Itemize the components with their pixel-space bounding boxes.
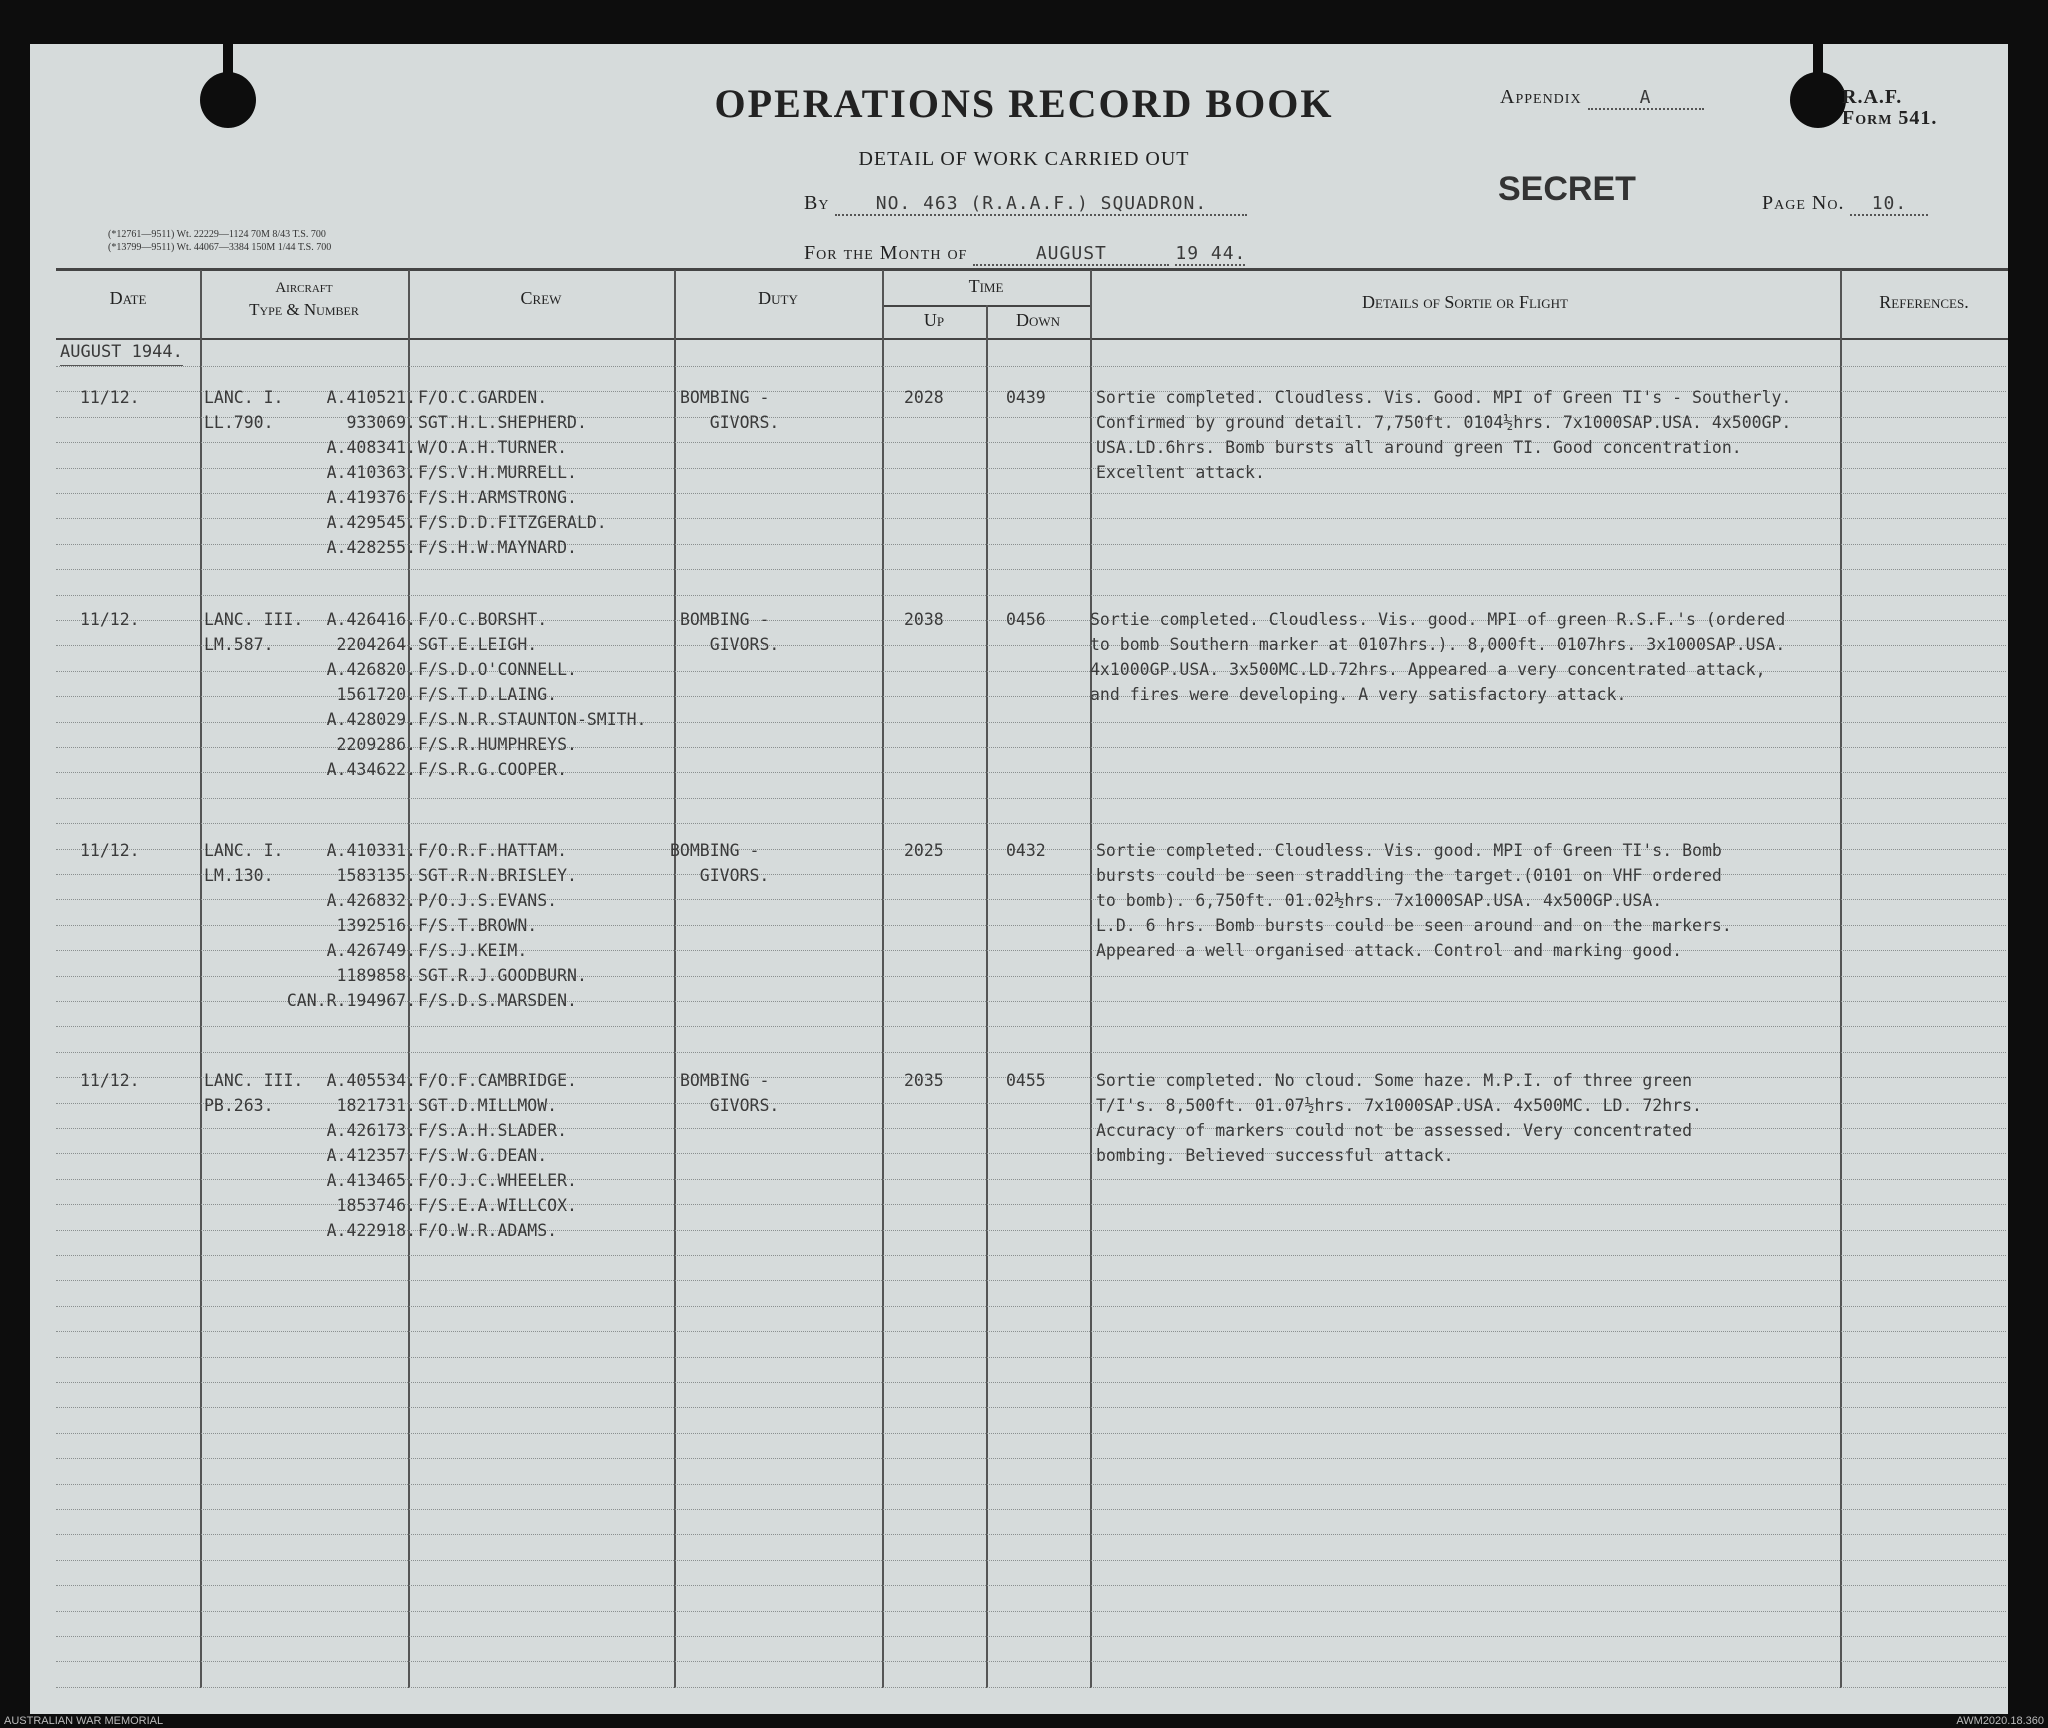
ruled-line — [56, 1661, 2006, 1662]
ruled-line — [56, 366, 2006, 367]
ruled-line — [56, 1534, 2006, 1535]
col-header-date: Date — [109, 288, 147, 308]
entry-details: Sortie completed. Cloudless. Vis. good. MPI of Green TI's. Bomb bursts could be seen straddling the target.(0101 on VHF ordered to bomb). 6,750ft. 01.02½hrs. 7x1000SAP.USA. 4x500GP.USA. L.D. 6 hrs. Bomb bursts could be seen around and on the markers. Appeared a well organised attack. Control and marking good. — [1096, 841, 1732, 960]
archive-reference: AWM2020.18.360 — [1956, 1715, 2044, 1727]
entry-service-numbers: A.426416. 2204264. A.426820. 1561720. A.428029. 2209286. A.434622. — [326, 610, 416, 779]
col-header-up: Up — [923, 310, 945, 330]
entry-time-down: 0455 — [1006, 1071, 1046, 1090]
col-divider-down — [1090, 270, 1092, 1688]
entry-duty: BOMBING - GIVORS. — [680, 610, 780, 654]
month-value: AUGUST — [973, 243, 1169, 266]
col-header-time: Time — [968, 276, 1004, 296]
ruled-line — [56, 1306, 2006, 1307]
ruled-line — [56, 1687, 2006, 1688]
col-divider-date — [200, 270, 202, 1688]
ruled-line — [56, 1026, 2006, 1027]
page-title: OPERATIONS RECORD BOOK — [714, 81, 1334, 126]
col-header-down: Down — [1015, 310, 1061, 330]
print-code-2: (*13799—9511) Wt. 44067—3384 150M 1/44 T.S. 700 — [108, 242, 332, 253]
ruled-line — [56, 1611, 2006, 1612]
col-header-aircraft: Aircraft — [275, 280, 333, 296]
header-bottom-rule — [56, 338, 2008, 340]
appendix-label: Appendix — [1500, 86, 1582, 108]
print-code-1: (*12761—9511) Wt. 22229—1124 70M 8/43 T.S. 700 — [108, 229, 326, 240]
entry-aircraft: LANC. III. PB.263. — [204, 1071, 304, 1115]
ruled-line — [56, 1255, 2006, 1256]
entry-aircraft: LANC. III. LM.587. — [204, 610, 304, 654]
entry-duty: BOMBING - GIVORS. — [670, 841, 770, 885]
col-divider-details — [1840, 270, 1842, 1688]
ruled-line — [56, 1585, 2006, 1586]
entry-details: Sortie completed. Cloudless. Vis. Good. MPI of Green TI's - Southerly. Confirmed by ground detail. 7,750ft. 0104½hrs. 7x1000SAP.USA. 4x500GP. USA.LD.6hrs. Bomb bursts all around green TI. Good concentration. Excellent attack. — [1096, 388, 1792, 482]
month-label: For the Month of — [804, 242, 968, 264]
year-value: 19 44. — [1175, 243, 1247, 264]
entry-date: 11/12. — [80, 388, 140, 407]
entry-time-up: 2035 — [904, 1071, 944, 1090]
entry-aircraft: LANC. I. LM.130. — [204, 841, 284, 885]
ruled-line — [56, 1560, 2006, 1561]
appendix — [1500, 86, 1704, 110]
col-divider-up — [986, 305, 988, 1688]
entry-date: 11/12. — [80, 610, 140, 629]
ruled-line — [56, 1382, 2006, 1383]
entry-time-up: 2038 — [904, 610, 944, 629]
ruled-line — [56, 1636, 2006, 1637]
ruled-line — [56, 1052, 2006, 1053]
entry-aircraft: LANC. I. LL.790. — [204, 388, 284, 432]
entry-duty: BOMBING - GIVORS. — [680, 1071, 780, 1115]
section-label: AUGUST 1944. — [60, 340, 183, 366]
squadron-value: NO. 463 (R.A.A.F.) SQUADRON. — [835, 193, 1247, 216]
entry-time-up: 2028 — [904, 388, 944, 407]
entry-crew: F/O.C.BORSHT. SGT.E.LEIGH. F/S.D.O'CONNELL. F/S.T.D.LAING. F/S.N.R.STAUNTON-SMITH. F/S.R.HUMPHREYS. F/S.R.G.COOPER. — [418, 610, 647, 779]
archive-credit: AUSTRALIAN WAR MEMORIAL — [4, 1715, 164, 1727]
page-label: Page No. — [1762, 192, 1845, 214]
entry-time-down: 0439 — [1006, 388, 1046, 407]
entry-crew: F/O.F.CAMBRIDGE. SGT.D.MILLMOW. F/S.A.H.SLADER. F/S.W.G.DEAN. F/O.J.C.WHEELER. F/S.E.A.WILLCOX. F/O.W.R.ADAMS. — [418, 1071, 577, 1240]
entry-service-numbers: A.410521. 933069. A.408341. A.410363. A.419376. A.429545. A.428255. — [326, 388, 416, 557]
ruled-line — [56, 1407, 2006, 1408]
entry-time-down: 0456 — [1006, 610, 1046, 629]
entry-service-numbers: A.410331. 1583135. A.426832. 1392516. A.426749. 1189858. CAN.R.194967. — [286, 841, 416, 1010]
col-divider-crew — [674, 270, 676, 1688]
ruled-line — [56, 1331, 2006, 1332]
entry-crew: F/O.C.GARDEN. SGT.H.L.SHEPHERD. W/O.A.H.TURNER. F/S.V.H.MURRELL. F/S.H.ARMSTRONG. F/S.D.D.FITZGERALD. F/S.H.W.MAYNARD. — [418, 388, 607, 557]
entry-service-numbers: A.405534. 1821731. A.426173. A.412357. A.413465. 1853746. A.422918. — [326, 1071, 416, 1240]
col-header-references: References. — [1879, 292, 1969, 312]
form-label: Form 541. — [1842, 107, 1938, 129]
ruled-line — [56, 1458, 2006, 1459]
entry-details: Sortie completed. No cloud. Some haze. M.P.I. of three green T/I's. 8,500ft. 01.07½hrs. 7x1000SAP.USA. 4x500MC. LD. 72hrs. Accuracy of markers could not be assessed. Very concentrated bombing. Believed successful attack. — [1096, 1071, 1702, 1165]
ruled-line — [56, 1357, 2006, 1358]
col-header-details: Details of Sortie or Flight — [1362, 292, 1568, 312]
entry-time-up: 2025 — [904, 841, 944, 860]
entry-crew: F/O.R.F.HATTAM. SGT.R.N.BRISLEY. P/O.J.S.EVANS. F/S.T.BROWN. F/S.J.KEIM. SGT.R.J.GOODBURN. F/S.D.S.MARSDEN. — [418, 841, 587, 1010]
detail-subtitle: DETAIL OF WORK CARRIED OUT — [858, 148, 1190, 170]
ruled-line — [56, 569, 2006, 570]
ruled-line — [56, 595, 2006, 596]
col-header-crew: Crew — [520, 288, 562, 308]
ruled-line — [56, 823, 2006, 824]
entry-date: 11/12. — [80, 841, 140, 860]
secret-stamp: SECRET — [1498, 170, 1636, 208]
col-divider-duty — [882, 270, 884, 1688]
entry-time-down: 0432 — [1006, 841, 1046, 860]
by-line — [804, 192, 1247, 216]
ruled-line — [56, 1509, 2006, 1510]
raf-label: R.A.F. — [1842, 86, 1903, 108]
month-line — [804, 242, 1245, 266]
entry-details: Sortie completed. Cloudless. Vis. good. MPI of green R.S.F.'s (ordered to bomb Southern marker at 0107hrs.). 8,000ft. 0107hrs. 3x1000SAP.USA. 4x1000GP.USA. 3x500MC.LD.72hrs. Appeared a very concentrated attack, and fires were developing. A very satisfactory attack. — [1090, 610, 1786, 704]
col-header-type-number: Type & Number — [249, 300, 359, 319]
ruled-line — [56, 1433, 2006, 1434]
ruled-line — [56, 798, 2006, 799]
ruled-line — [56, 1280, 2006, 1281]
page-number — [1762, 192, 1928, 216]
table-top-rule — [56, 268, 2008, 271]
appendix-value: A — [1588, 87, 1704, 110]
col-header-duty: Duty — [758, 288, 798, 308]
entry-date: 11/12. — [80, 1071, 140, 1090]
page-value: 10. — [1850, 193, 1928, 216]
ruled-line — [56, 1484, 2006, 1485]
by-label: By — [804, 192, 830, 214]
entry-duty: BOMBING - GIVORS. — [680, 388, 780, 432]
